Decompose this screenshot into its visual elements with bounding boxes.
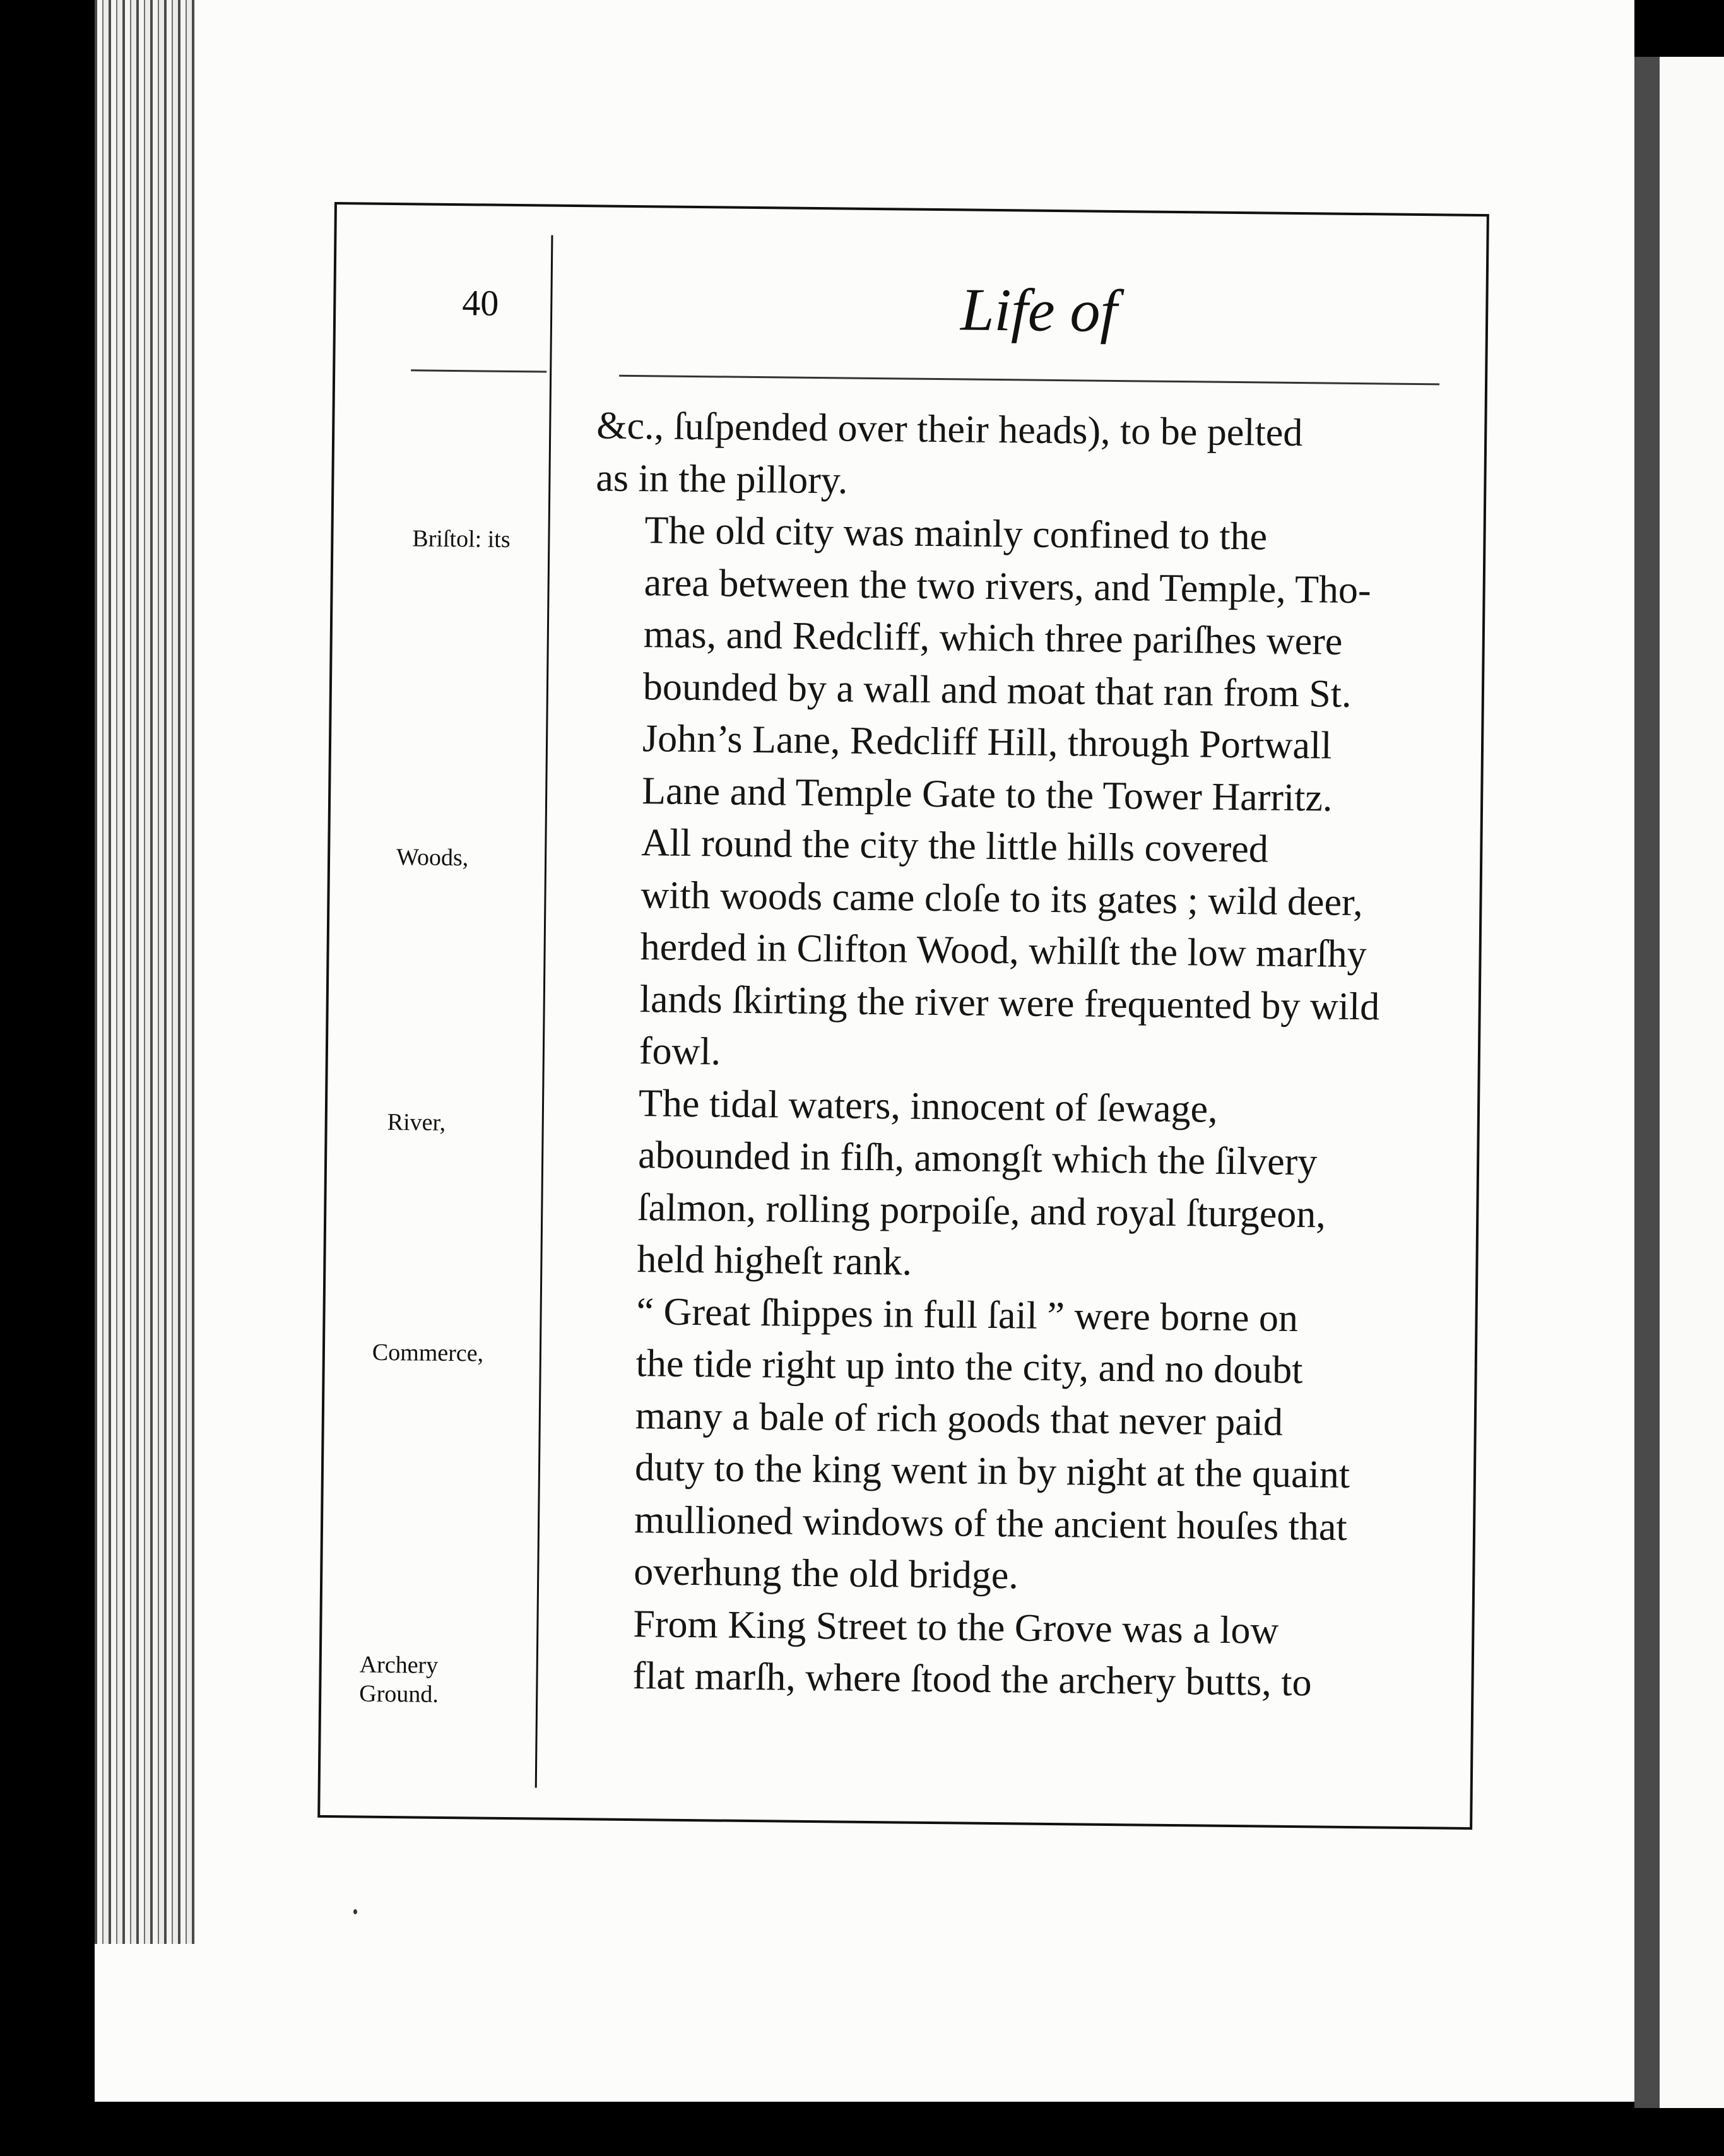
paragraph (596, 400, 1436, 512)
text-line: Lane and Temple Gate to the Tower Harritz. (641, 769, 1333, 820)
facing-page-edge (1660, 57, 1724, 2108)
margin-note: Archery (359, 1651, 439, 1679)
text-line: fowl. (639, 1029, 721, 1074)
text-line: John’s Lane, Redcliff Hill, through Portwall (642, 717, 1332, 767)
text-line: overhung the old bridge. (633, 1550, 1019, 1597)
column-divider (535, 235, 553, 1788)
paragraph (590, 816, 1432, 1085)
text-line: held higheſt rank. (637, 1238, 912, 1284)
paragraph (587, 1077, 1429, 1294)
text-line: All round the city the little hills covered (641, 821, 1269, 871)
text-line: herded in Clifton Wood, whilſt the low marſhy (640, 925, 1367, 976)
margin-note: Briſtol: its (412, 525, 511, 553)
text-frame (317, 202, 1489, 1830)
paragraph (593, 504, 1435, 825)
ink-speck (353, 1909, 357, 1914)
paragraph (583, 1597, 1424, 1710)
binding-shadow (1634, 57, 1660, 2108)
text-line: lands ſkirting the river were frequented by wild (639, 977, 1380, 1028)
text-line: area between the two rivers, and Temple, Tho- (644, 560, 1372, 612)
text-line: The old city was mainly confined to the (644, 509, 1268, 559)
text-line: From King Street to the Grove was a low (633, 1602, 1279, 1652)
margin-note: Commerce, (372, 1339, 484, 1367)
paragraph (584, 1285, 1427, 1606)
text-line: mas, and Redcliff, which three pariſhes were (643, 613, 1343, 663)
text-line: &c., ſuſpended over their heads), to be pelted (596, 404, 1303, 455)
page-edges (95, 0, 196, 1944)
body-text (583, 400, 1436, 1710)
margin-note: River, (387, 1108, 446, 1136)
margin-note: Ground. (359, 1680, 439, 1708)
text-line: duty to the king went in by night at the quaint (634, 1446, 1350, 1496)
text-line: The tidal waters, innocent of ſewage, (638, 1081, 1218, 1131)
header-rule-text (619, 375, 1439, 386)
text-line: ſalmon, rolling porpoiſe, and royal ſturgeon, (637, 1185, 1326, 1236)
page-number: 40 (461, 282, 499, 324)
header-rule-margin (411, 369, 546, 372)
text-line: with woods came cloſe to its gates ; wild deer, (641, 873, 1364, 924)
text-line: the tide right up into the city, and no doubt (635, 1342, 1303, 1392)
text-line: flat marſh, where ſtood the archery butts, to (632, 1654, 1312, 1705)
text-line: bounded by a wall and moat that ran from St. (642, 665, 1352, 716)
margin-note: Woods, (396, 844, 469, 872)
text-line: as in the pillory. (596, 456, 848, 502)
text-line: “ Great ſhippes in full ſail ” were borne on (636, 1289, 1299, 1340)
text-line: mullioned windows of the ancient houſes that (634, 1498, 1348, 1549)
running-title: Life of (960, 275, 1118, 345)
text-line: many a bale of rich goods that never paid (635, 1394, 1284, 1444)
text-line: abounded in fiſh, amongſt which the ſilvery (637, 1134, 1318, 1184)
